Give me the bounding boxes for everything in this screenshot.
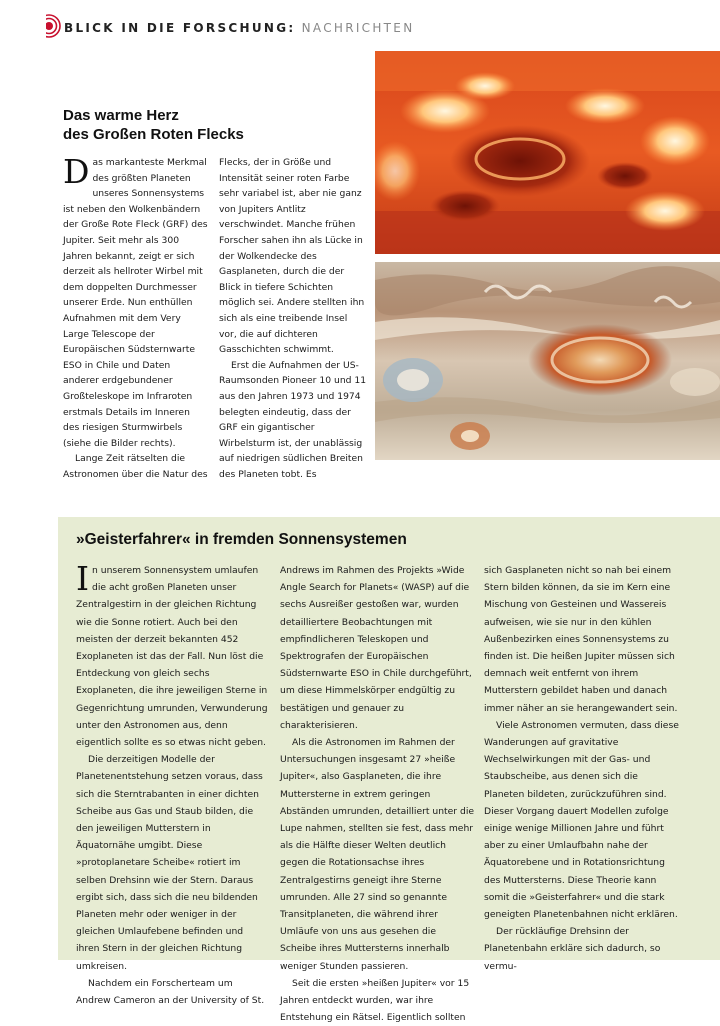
paragraph: Andrews im Rahmen des Projekts »Wide Angle Search for Planets« (WASP) auf die sechs Ausreißer gestoßen war, wurden detailliertere Beobachtungen mit empfindlicheren Teleskopen und Spektrografen der Europäischen Südsternwarte ESO in Chile durchgeführt, um diese Himmelskörper endgültig zu bestätigen und genauer zu charakterisieren. [280,565,472,731]
subsection-label: NACHRICHTEN [301,21,415,35]
paragraph: as markanteste Merkmal des größten Planeten unseres Sonnensystems ist neben den Wolkenbändern der Große Rote Fleck (GRF) des Jupiter. Seit mehr als 300 Jahren bekannt, zeigt er sich derzeit als hellroter Wirbel mit dem doppelten Durchmesser unserer Erde. Nun enthüllen Aufnahmen mit dem Very Large Telescope der Europäischen Südsternwarte ESO in Chile und Daten anderer erdgebundener Großteleskope im Infraroten erstmals Details im Inneren des riesigen Sturmwirbels (siehe die Bilder rechts). [63,157,208,449]
paragraph: Viele Astronomen vermuten, dass diese Wanderungen auf gravitative Wechselwirkungen mit der Gas- und Staubscheibe, aus denen sich die Planeten bildeten, zurückzuführen sind. Dieser Vorgang dauert Modellen zufolge einige wenige Millionen Jahre und führt aber zu einer Umlaufbahn nahe der Äquatorebene und in Rotationsrichtung des Muttersterns. Diese Theorie kann somit die »Geisterfahrer« und die stark geneigten Planetenbahnen nicht erklären. [484,719,679,921]
dropcap: I [76,559,90,598]
target-rings-icon [37,14,61,38]
box-column-3 [484,562,680,975]
box-column-1 [76,559,268,1009]
section-label: BLICK IN DIE FORSCHUNG: [64,21,296,35]
paragraph: Lange Zeit rätselten die Astronomen über die Natur des [63,453,208,480]
article-title [63,106,363,144]
box-title: »Geisterfahrer« in fremden Sonnensystemen [76,531,407,548]
paragraph: Nachdem ein Forscherteam um Andrew Cameron an der University of St. [76,977,265,1007]
paragraph: Flecks, der in Größe und Intensität seiner roten Farbe sehr variabel ist, aber nie ganz von Jupiters Antlitz verschwindet. Manche frühen Forscher sahen ihn als Lücke in der Wolkendecke des Gasplaneten, durch die der Blick in tiefere Schichten möglich sei. Andere stellten ihn sich als eine treibende Insel vor, die auf dichteren Gasschichten schwimmt. [219,157,365,356]
article-column-1 [63,152,209,482]
paragraph: Als die Astronomen im Rahmen der Untersuchungen insgesamt 27 »heiße Jupiter«, also Gasplaneten, die ihre Muttersterne in extrem geringen Abständen umrunden, detailliert unter die Lupe nahmen, stellten sie fest, dass mehr als die Hälfte dieser Welten deutlich gegen die Rotationsachse ihres Zentralgestirns geneigt ihre Sterne umrunden. Alle 27 sind so genannte Transitplaneten, die während ihrer Umläufe von uns aus gesehen die Scheibe ihres Muttersterns innerhalb weniger Stunden passieren. [280,737,475,972]
article-title-line2: des Großen Roten Flecks [63,126,244,143]
article-column-2 [219,155,367,482]
box-column-2 [280,562,475,1026]
dropcap: D [63,152,90,191]
paragraph: Die derzeitigen Modelle der Planetenentstehung setzen voraus, dass sich die Sterntrabanten in einer dichten Scheibe aus Gas und Staub bilden, die den jeweiligen Mutterstern in Äquatornähe umgibt. Diese »protoplanetare Scheibe« rotiert im selben Drehsinn wie der Stern. Daraus ergibt sich, dass sich die neu bildenden Planeten mehr oder weniger in der gleichen Umlaufebene befinden und ihren Stern in der gleichen Richtung umkreisen. [76,754,263,972]
section-header [64,21,414,35]
paragraph: sich Gasplaneten nicht so nah bei einem Stern bilden können, da sie im Kern eine Mischung von Gesteinen und Wassereis aufweisen, wie sie nur in den kühlen Außenbezirken eines Sonnensystems zu finden ist. Die heißen Jupiter müssen sich demnach weit entfernt von ihrem Mutterstern gebildet haben und danach immer näher an sie herangewandert sein. [484,565,678,714]
paragraph: Der rückläufige Drehsinn der Planetenbahn erkläre sich dadurch, so vermu- [484,926,661,972]
visible-image-great-red-spot [375,262,720,460]
paragraph: Seit die ersten »heißen Jupiter« vor 15 Jahren entdeckt wurden, war ihre Entstehung ein Rätsel. Eigentlich sollten [280,977,470,1024]
paragraph: Erst die Aufnahmen der US-Raumsonden Pioneer 10 und 11 aus den Jahren 1973 und 1974 belegten eindeutig, dass der GRF ein gigantischer Wirbelsturm ist, der unablässig auf niedrigen südlichen Breiten des Planeten tobt. Es [219,359,367,480]
article-title-line1: Das warme Herz [63,107,179,124]
infrared-image-great-red-spot [375,51,720,254]
paragraph: n unserem Sonnensystem umlaufen die acht großen Planeten unser Zentralgestirn in der gleichen Richtung wie die Sonne rotiert. Auch bei den meisten der derzeit bekannten 452 Exoplaneten ist das der Fall. Nun löst die Entdeckung von gleich sechs Exoplaneten, die ihre jeweiligen Sterne in Gegenrichtung umrunden, Verwunderung unter den Astronomen aus, denn eigentlich sollte es so etwas nicht geben. [76,565,268,749]
